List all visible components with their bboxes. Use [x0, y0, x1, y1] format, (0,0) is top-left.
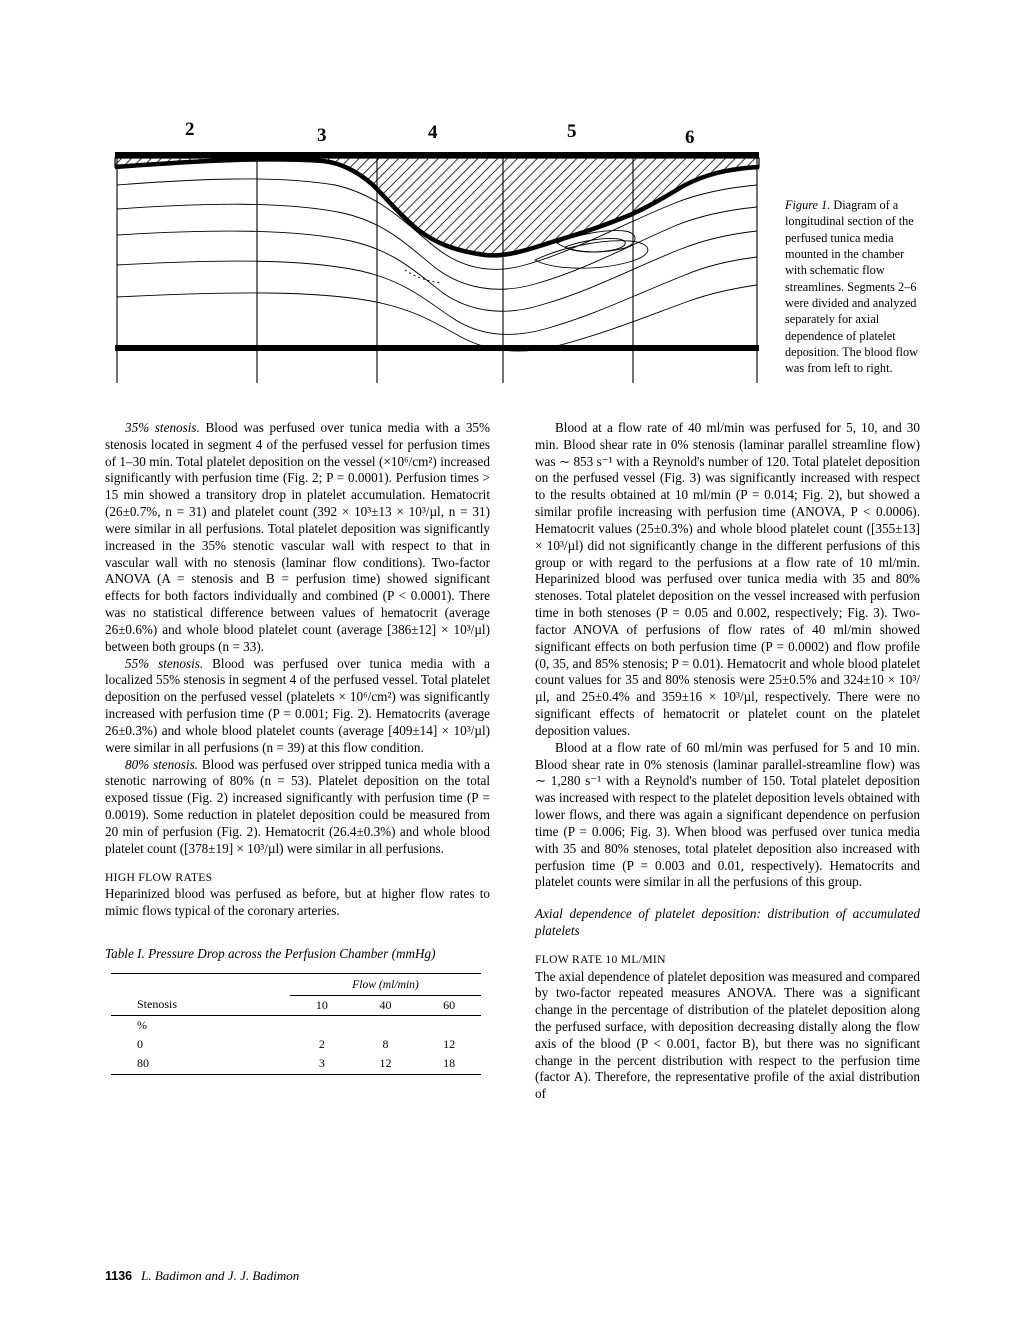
- paragraph-axial-dependence: The axial dependence of platelet deposition was measured and compared by two-factor repeated measures ANOVA. There was a significant change in the percentage of distribution of the platelet deposition along the perfused surface, with deposition decreasing distally along the flow axis of the blood (P < 0.001, factor B), but there was no significant change in the percent distribution with respect to the perfusion time (factor A). Therefore, the representative profile of the axial distribution of: [535, 968, 920, 1102]
- paragraph-35-stenosis: [105, 420, 490, 656]
- page-footer: [105, 1268, 299, 1284]
- left-column: [105, 420, 490, 1075]
- table-header-flow-40: 40: [354, 995, 418, 1015]
- table-cell-80-60: 18: [417, 1054, 481, 1074]
- svg-text:2: 2: [185, 119, 195, 140]
- figure-caption-text: Diagram of a longitudinal section of the perfused tunica media mounted in the chamber with schematic flow streamlines. Segments 2–6 were divided and analyzed separately for axial dependence of platelet deposition. The blood flow was from left to right.: [785, 198, 918, 376]
- paragraph-55-stenosis: [105, 656, 490, 757]
- table-unit-row: [111, 1015, 481, 1035]
- table-cell-stenosis-80: 80: [111, 1054, 290, 1074]
- paragraph-80-text: Blood was perfused over stripped tunica media with a stenotic narrowing of 80% (n = 53). Platelet deposition on the total exposed tissue (Fig. 2) increased significantly with perfusion time (P = 0.0019). Some reduction in platelet deposition could be measured from 20 min of perfusion (Fig. 2). Hematocrit (26.4±0.3%) and whole blood platelet count ([378±19] × 10³/µl) were similar in all perfusions.: [105, 756, 490, 856]
- figure-caption: [785, 197, 925, 377]
- runin-head-55: 55% stenosis.: [125, 655, 204, 671]
- table-unit-percent: %: [137, 1017, 147, 1032]
- heading-axial-dependence: Axial dependence of platelet deposition: distribution of accumulated platelets: [535, 906, 920, 938]
- footer-authors: L. Badimon and J. J. Badimon: [141, 1268, 300, 1283]
- runin-head-35: 35% stenosis.: [125, 420, 200, 435]
- table-cell-0-40: 8: [382, 1037, 389, 1052]
- table-header-stenosis: Stenosis: [111, 995, 290, 1015]
- heading-high-flow-rates: HIGH FLOW RATES: [105, 870, 213, 884]
- table-header-row: [111, 995, 481, 1015]
- table-cell-stenosis-0: 0: [137, 1037, 143, 1052]
- table-group-header-row: [111, 976, 481, 995]
- table-cell-80-10: 3: [290, 1054, 354, 1074]
- page-number: 1136: [105, 1269, 133, 1283]
- paragraph-flow-40: Blood at a flow rate of 40 ml/min was perfused for 5, 10, and 30 min. Blood shear rate in 0% stenosis (laminar parallel streamline flow) was ∼ 853 s⁻¹ with a Reynold's number of 120. Total platelet deposition on the perfused vessel (Fig. 3) was significantly increased with respect to the results obtained at 10 ml/min (P = 0.014; Fig. 2), but showed a similar profile increasing with perfusion time (ANOVA, P < 0.0006). Hematocrit values (25±0.3%) and whole blood platelet count ([355±13] × 10³/µl) did not significantly change in the different perfusions of this group or with regard to the perfusions at a flow rate of 10 ml/min. Heparinized blood was perfused over tunica media with 35 and 80% stenoses. Total platelet deposition on the vessel increased with perfusion time in both stenoses (P = 0.05 and 0.002, respectively; Fig. 3). Two-factor ANOVA of perfusions of flow rates of 40 ml/min showed significant effects on both perfusion time (P = 0.0002) and flow profile (0, 35, and 85% stenosis; P = 0.01). Hematocrit and whole blood platelet count values for 35 and 80% stenosis were 25±0.5% and 324±10 × 10³/µl, and 25±0.4% and 359±16 × 10³/µl, respectively. There were no significant effects of hematocrit or platelet count on the platelet deposition values.: [535, 420, 920, 738]
- figure-caption-label: Figure 1.: [785, 198, 831, 212]
- heading-flow-rate-10: FLOW RATE 10 ML/MIN: [535, 952, 666, 966]
- paragraph-55-text: Blood was perfused over tunica media with a localized 55% stenosis in segment 4 of the perfused vessel. Total platelet deposition on the perfused vessel (platelets × 10⁶/cm²) was significantly increased with perfusion time (P = 0.001; Fig. 2). Hematocrits (average 26±0.3%) and whole blood platelet counts (average [409±14] × 10³/µl) were similar in all perfusions (n = 39) at this flow condition.: [105, 655, 490, 755]
- svg-text:5: 5: [567, 121, 577, 142]
- figure-diagram: [105, 105, 765, 395]
- table-header-flow-60: 60: [417, 995, 481, 1015]
- table-cell-0-10: 2: [318, 1037, 325, 1052]
- svg-text:6: 6: [685, 127, 695, 148]
- runin-head-80: 80% stenosis.: [125, 756, 199, 772]
- paragraph-high-flow: Heparinized blood was perfused as before, but at higher flow rates to mimic flows typical of the coronary arteries.: [105, 886, 490, 919]
- paragraph-80-stenosis: [105, 757, 490, 858]
- table-cell-0-60: 12: [443, 1037, 456, 1052]
- table-group-header: Flow (ml/min): [290, 976, 481, 995]
- table-1-block: [105, 946, 490, 1075]
- table-row: [111, 1035, 481, 1054]
- svg-text:3: 3: [317, 125, 327, 146]
- right-column: [535, 420, 920, 1103]
- figure-1: [105, 105, 918, 395]
- table-cell-80-40: 12: [354, 1054, 418, 1074]
- table-header-flow-10: 10: [290, 995, 354, 1015]
- table-1: [111, 973, 481, 1075]
- svg-text:4: 4: [428, 122, 438, 143]
- table-1-title: Table I. Pressure Drop across the Perfusion Chamber (mmHg): [105, 945, 436, 961]
- paragraph-35-text: Blood was perfused over tunica media with a 35% stenosis located in segment 4 of the perfused vessel for perfusion times of 1–30 min. Total platelet deposition on the vessel (×10⁶/cm²) increased significantly with perfusion time (Fig. 2; P = 0.0001). Perfusion times > 15 min showed a transitory drop in platelet accumulation. Hematocrit (26±0.7%, n = 31) and platelet count (392 × 10³±13 × 10³/µl, n = 31) were similar in all perfusions. Total platelet deposition was significantly increased in the 35% stenotic vascular wall with respect to that in vascular wall with no stenosis (laminar flow conditions). Two-factor ANOVA (A = stenosis and B = perfusion time) showed significant effects for both factors individually and combined (P < 0.0001). There was no statistical difference between values of hematocrit (average 26±0.6%) and whole blood platelet count (average [386±12] × 10³/µl) between both groups (n = 33).: [105, 420, 491, 654]
- paragraph-flow-60: Blood at a flow rate of 60 ml/min was perfused for 5 and 10 min. Blood shear rate in 0% stenosis (laminar parallel-streamline flow) was ∼ 1,280 s⁻¹ with a Reynold's number of 150. Total platelet deposition was increased with respect to the platelet deposition levels obtained with lower flows, and there was again a significant dependence on perfusion time (P = 0.006; Fig. 3). When blood was perfused over tunica media with 35 and 80% stenoses, total platelet deposition also increased with perfusion time (P = 0.003 and 0.01, respectively). Hematocrits and platelet counts were similar in all the perfusions of this group.: [535, 739, 920, 890]
- table-row: [111, 1054, 481, 1074]
